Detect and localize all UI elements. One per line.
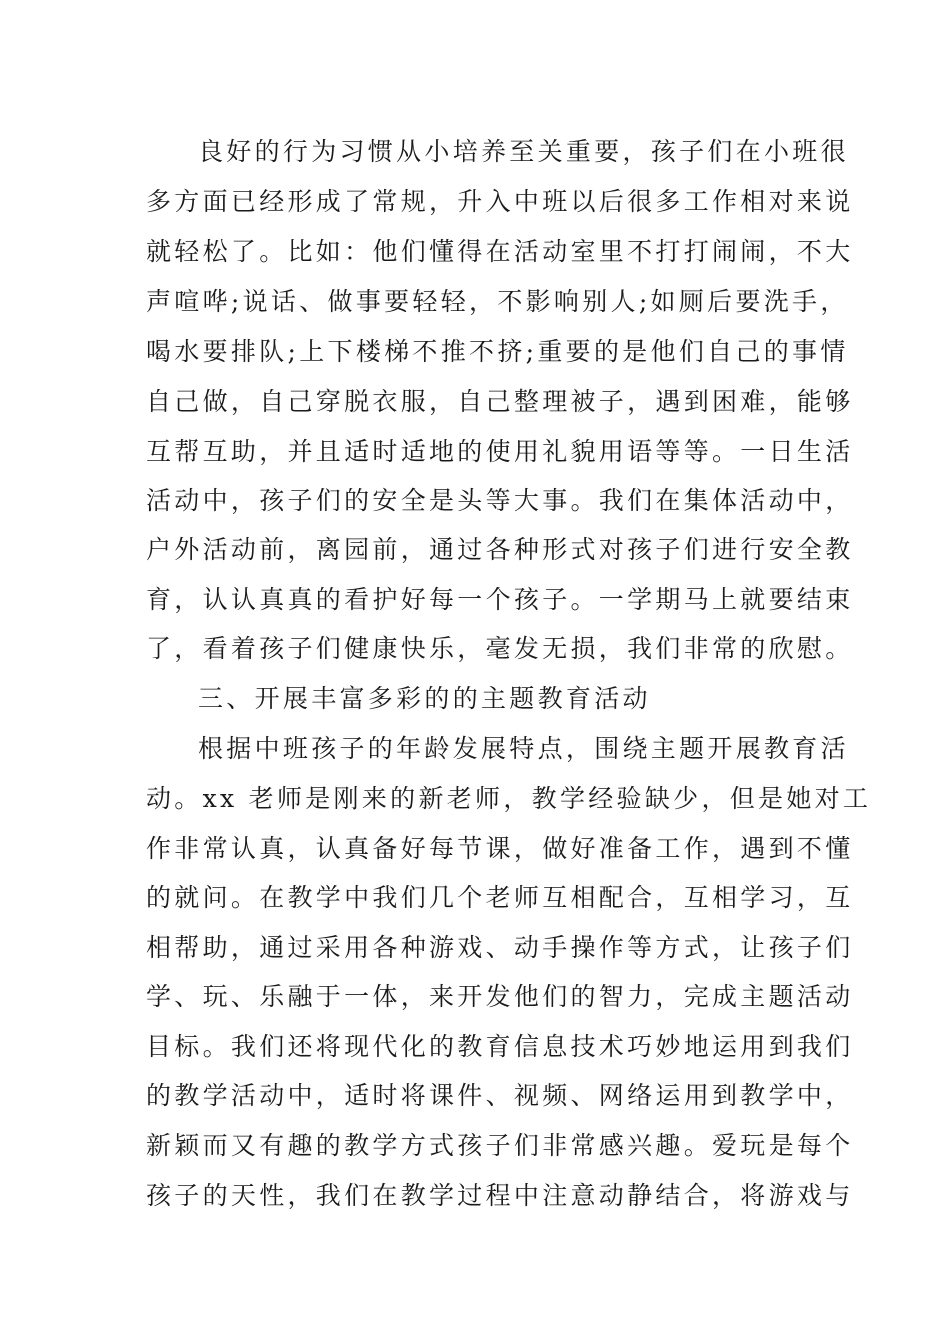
text-line: 喝水要排队;上下楼梯不推不挤;重要的是他们自己的事情 bbox=[146, 337, 849, 366]
text-line: 良好的行为习惯从小培养至关重要，孩子们在小班很 bbox=[198, 137, 849, 166]
text-line: 的就问。在教学中我们几个老师互相配合，互相学习，互 bbox=[146, 883, 854, 912]
text-line: 学、玩、乐融于一体，来开发他们的智力，完成主题活动 bbox=[146, 982, 854, 1011]
text-line: 孩子的天性，我们在教学过程中注意动静结合，将游戏与 bbox=[146, 1181, 854, 1210]
text-line: 声喧哗;说话、做事要轻轻，不影响别人;如厕后要洗手， bbox=[146, 287, 849, 316]
text-line: 了，看着孩子们健康快乐，毫发无损，我们非常的欣慰。 bbox=[146, 634, 854, 663]
text-line: 目标。我们还将现代化的教育信息技术巧妙地运用到我们 bbox=[146, 1032, 854, 1061]
text-line: 就轻松了。比如：他们懂得在活动室里不打打闹闹，不大 bbox=[146, 237, 854, 266]
text-line: 互帮互助，并且适时适地的使用礼貌用语等等。一日生活 bbox=[146, 437, 854, 466]
text-line: 作非常认真，认真备好每节课，做好准备工作，遇到不懂 bbox=[146, 834, 854, 863]
section-heading: 三、开展丰富多彩的的主题教育活动 bbox=[198, 684, 651, 713]
text-line: 根据中班孩子的年龄发展特点，围绕主题开展教育活 bbox=[198, 734, 849, 763]
text-line: 多方面已经形成了常规，升入中班以后很多工作相对来说 bbox=[146, 187, 854, 216]
text-line: 动。xx 老师是刚来的新老师，教学经验缺少，但是她对工 bbox=[146, 784, 872, 813]
text-line: 活动中，孩子们的安全是头等大事。我们在集体活动中， bbox=[146, 486, 854, 515]
text-line: 新颖而又有趣的教学方式孩子们非常感兴趣。爱玩是每个 bbox=[146, 1131, 854, 1160]
text-line: 自己做，自己穿脱衣服，自己整理被子，遇到困难，能够 bbox=[146, 387, 854, 416]
text-line: 的教学活动中，适时将课件、视频、网络运用到教学中， bbox=[146, 1081, 854, 1110]
text-line: 户外活动前，离园前，通过各种形式对孩子们进行安全教 bbox=[146, 535, 854, 564]
text-line: 相帮助，通过采用各种游戏、动手操作等方式，让孩子们 bbox=[146, 933, 854, 962]
text-line: 育，认认真真的看护好每一个孩子。一学期马上就要结束 bbox=[146, 585, 854, 614]
